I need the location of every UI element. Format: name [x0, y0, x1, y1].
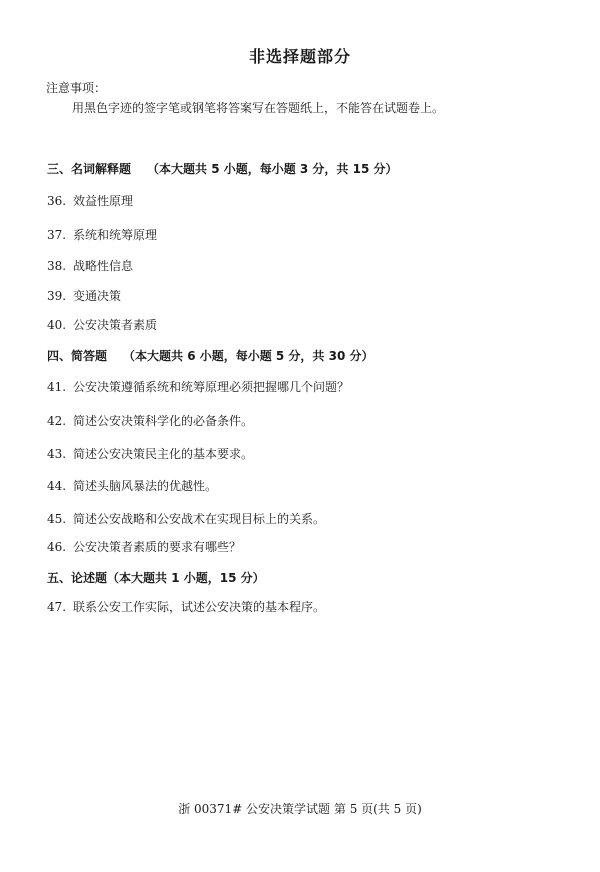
- section-title: 三、名词解释题: [47, 162, 132, 176]
- question-text: 简述公安战略和公安战术在实现目标上的关系。: [73, 512, 326, 526]
- question-number: 40.: [47, 318, 67, 332]
- page-footer: 浙 00371# 公安决策学试题 第 5 页(共 5 页): [178, 802, 422, 816]
- question-number: 43.: [47, 447, 67, 461]
- question-item: [47, 316, 157, 333]
- section-detail: （本大题共 5 小题，每小题 3 分，共 15 分）: [147, 162, 398, 176]
- question-text: 变通决策: [73, 289, 122, 303]
- question-text: 公安决策者素质的要求有哪些？: [73, 540, 242, 554]
- question-item: [47, 287, 121, 304]
- section-heading: [47, 160, 397, 177]
- question-text: 简述头脑风暴法的优越性。: [73, 479, 218, 493]
- question-number: 38.: [47, 259, 67, 273]
- section-title: 四、简答题: [47, 349, 108, 363]
- question-item: [47, 378, 349, 395]
- section-title: 五、论述题: [47, 571, 108, 585]
- question-text: 简述公安决策民主化的基本要求。: [73, 447, 254, 461]
- question-number: 42.: [47, 414, 67, 428]
- question-number: 39.: [47, 289, 67, 303]
- question-text: 系统和统筹原理: [73, 228, 158, 242]
- question-number: 44.: [47, 479, 67, 493]
- question-number: 45.: [47, 512, 67, 526]
- question-text: 战略性信息: [73, 259, 134, 273]
- question-number: 36.: [47, 194, 67, 208]
- notice-heading: 注意事项：: [46, 81, 107, 95]
- question-item: [47, 538, 241, 555]
- question-text: 公安决策者素质: [73, 318, 158, 332]
- question-item: [47, 257, 133, 274]
- question-item: [47, 412, 253, 429]
- notice-text: 用黑色字迹的签字笔或钢笔将答案写在答题纸上，不能答在试题卷上。: [72, 101, 445, 115]
- page-title: 非选择题部分: [248, 47, 351, 66]
- question-item: [47, 192, 133, 209]
- question-text: 公安决策遵循系统和统筹原理必须把握哪几个问题？: [73, 380, 350, 394]
- question-item: [47, 226, 157, 243]
- question-number: 37.: [47, 228, 67, 242]
- question-item: [47, 445, 253, 462]
- question-number: 46.: [47, 540, 67, 554]
- question-text: 联系公安工作实际，试述公安决策的基本程序。: [73, 600, 326, 614]
- section-heading: [47, 347, 373, 364]
- question-text: 效益性原理: [73, 194, 134, 208]
- question-number: 41.: [47, 380, 67, 394]
- question-item: [47, 510, 325, 527]
- section-detail: （本大题共 6 小题，每小题 5 分，共 30 分）: [123, 349, 374, 363]
- section-detail: （本大题共 1 小题，15 分）: [107, 571, 265, 585]
- question-number: 47.: [47, 600, 67, 614]
- section-heading: [47, 569, 265, 586]
- question-item: [47, 477, 217, 494]
- question-text: 简述公安决策科学化的必备条件。: [73, 414, 254, 428]
- question-item: [47, 598, 325, 615]
